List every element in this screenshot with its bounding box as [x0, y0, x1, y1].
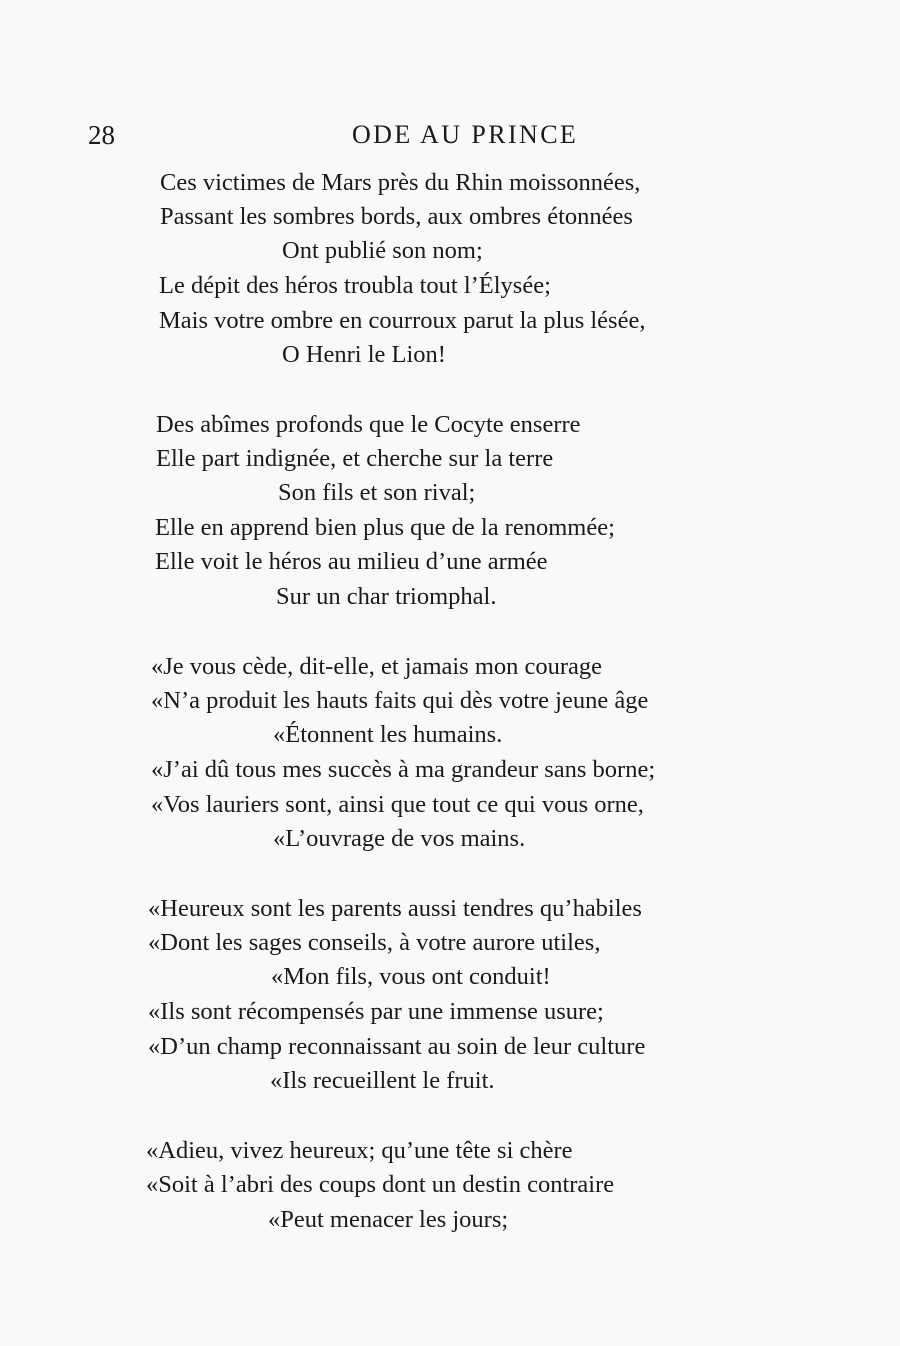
verse-line: «Adieu, vivez heureux; qu’une tête si chère	[146, 1137, 573, 1164]
verse-line: «Mon fils, vous ont conduit!	[271, 963, 551, 990]
verse-line: Passant les sombres bords, aux ombres étonnées	[160, 203, 633, 230]
verse-line: «Vos lauriers sont, ainsi que tout ce qui vous orne,	[151, 791, 644, 818]
running-title: ODE AU PRINCE	[352, 120, 579, 149]
verse-line: Sur un char triomphal.	[276, 583, 497, 610]
verse-line: «Je vous cède, dit-elle, et jamais mon courage	[151, 653, 603, 680]
verse-line: Elle part indignée, et cherche sur la terre	[156, 445, 554, 472]
verse-line: Elle en apprend bien plus que de la renommée;	[155, 514, 615, 541]
verse-line: «N’a produit les hauts faits qui dès votre jeune âge	[151, 687, 649, 714]
verse-line: «D’un champ reconnaissant au soin de leur culture	[148, 1033, 646, 1060]
verse-line: Elle voit le héros au milieu d’une armée	[155, 548, 548, 575]
verse-line: «Peut menacer les jours;	[268, 1206, 509, 1233]
page-number: 28	[88, 120, 115, 150]
verse-line: «Dont les sages conseils, à votre aurore utiles,	[148, 929, 601, 956]
verse-line: Mais votre ombre en courroux parut la plus lésée,	[159, 307, 646, 334]
verse-line: Le dépit des héros troubla tout l’Élysée;	[159, 272, 551, 299]
verse-line: «Ils sont récompensés par une immense usure;	[148, 998, 604, 1025]
verse-line: «J’ai dû tous mes succès à ma grandeur sans borne;	[151, 756, 656, 783]
verse-line: Ces victimes de Mars près du Rhin moissonnées,	[160, 169, 641, 196]
verse-line: Des abîmes profonds que le Cocyte enserre	[156, 411, 581, 438]
verse-line: «Soit à l’abri des coups dont un destin contraire	[146, 1171, 615, 1198]
verse-line: «Heureux sont les parents aussi tendres qu’habiles	[148, 895, 642, 922]
verse-line: «Étonnent les humains.	[273, 721, 503, 748]
verse-line: «Ils recueillent le fruit.	[270, 1067, 495, 1094]
verse-line: «L’ouvrage de vos mains.	[273, 825, 526, 852]
verse-line: Son fils et son rival;	[278, 479, 476, 506]
verse-line: O Henri le Lion!	[282, 341, 446, 368]
verse-line: Ont publié son nom;	[282, 237, 483, 264]
